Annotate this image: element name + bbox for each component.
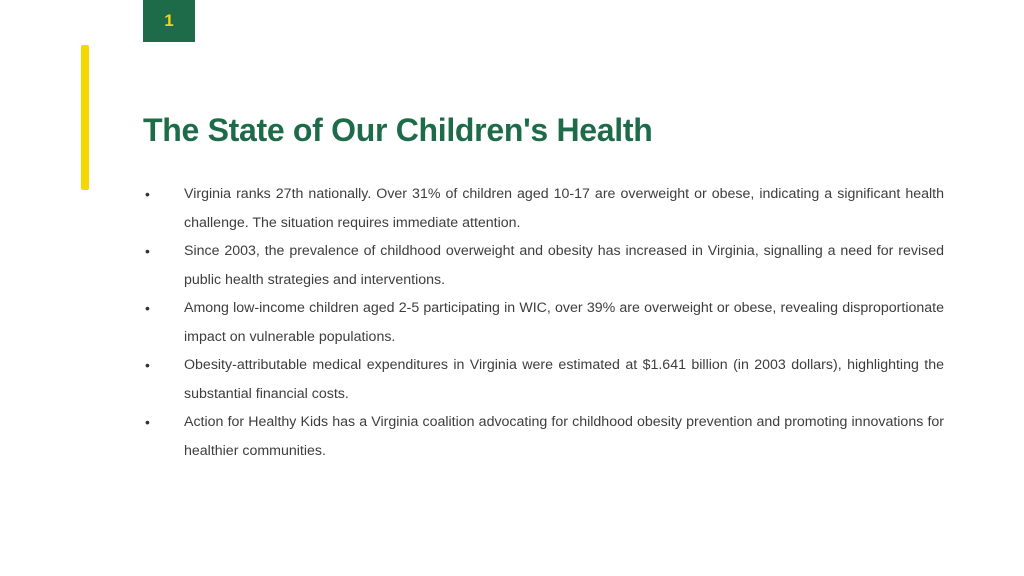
accent-bar [81, 45, 89, 190]
bullet-text: Obesity-attributable medical expenditures in Virginia were estimated at $1.641 billion (in 2003 dollars), highlighting the substantial financial costs. [184, 357, 944, 402]
bullet-text: Action for Healthy Kids has a Virginia coalition advocating for childhood obesity prevention and promoting innovations for healthier communities. [184, 414, 944, 459]
bullet-icon: • [145, 357, 150, 373]
bullet-icon: • [145, 243, 150, 259]
bullet-item [143, 408, 944, 465]
bullet-text: Among low-income children aged 2-5 participating in WIC, over 39% are overweight or obese, revealing disproportionate impact on vulnerable populations. [184, 300, 944, 345]
page-number: 1 [164, 11, 174, 30]
bullet-text: Virginia ranks 27th nationally. Over 31% of children aged 10-17 are overweight or obese, indicating a significant health challenge. The situation requires immediate attention. [184, 186, 944, 231]
bullet-item [143, 294, 944, 351]
bullet-item [143, 180, 944, 237]
bullet-item [143, 237, 944, 294]
slide-title: The State of Our Children's Health [143, 112, 653, 148]
bullet-icon: • [145, 186, 150, 202]
bullet-icon: • [145, 300, 150, 316]
bullet-list [143, 180, 944, 465]
bullet-item [143, 351, 944, 408]
page-number-badge [143, 0, 195, 42]
bullet-icon: • [145, 414, 150, 430]
bullet-text: Since 2003, the prevalence of childhood overweight and obesity has increased in Virginia, signalling a need for revised public health strategies and interventions. [184, 243, 944, 288]
